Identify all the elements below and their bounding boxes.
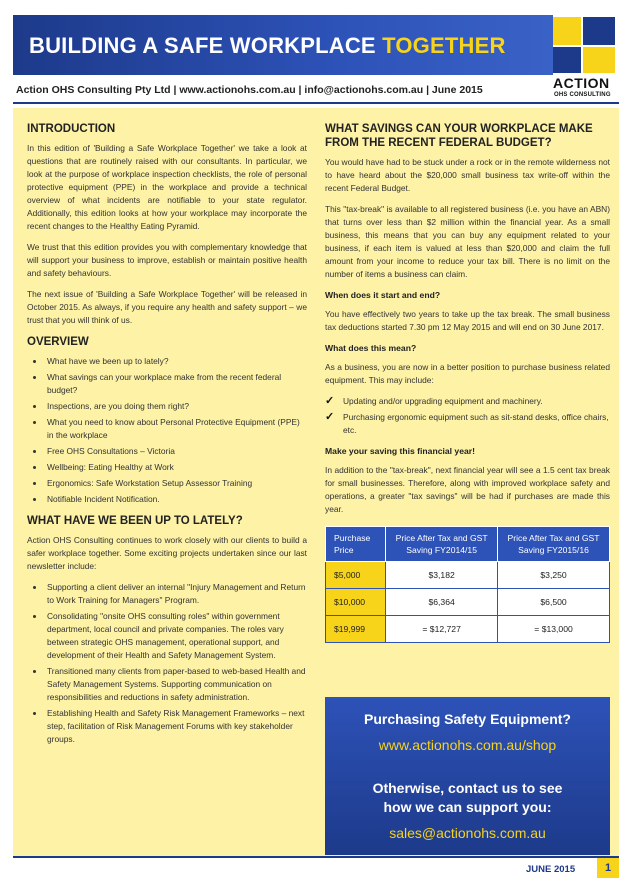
- column-header: Purchase Price: [326, 527, 386, 562]
- introduction-heading: INTRODUCTION: [27, 123, 116, 135]
- cta-heading: Purchasing Safety Equipment?: [364, 711, 571, 727]
- table-cell: $10,000: [326, 589, 386, 616]
- overview-section: [27, 335, 307, 506]
- check-item-text: Purchasing ergonomic equipment such as sit-stand desks, office chairs, etc.: [343, 412, 609, 435]
- cta-contact-text: [325, 779, 610, 817]
- action-ohs-logo: [553, 11, 619, 99]
- title-accent: TOGETHER: [382, 33, 506, 58]
- intro-paragraph-3: The next issue of 'Building a Safe Workplace Together' will be released in October 2015. As always, if you require any health and safety support – we trust that you will think of us.: [27, 289, 307, 325]
- list-item: • What have we been up to lately?: [45, 355, 307, 368]
- table-cell: = $13,000: [498, 616, 610, 643]
- savings-paragraph-4: As a business, you are now in a better position to purchase business related equipment. This may include:: [325, 362, 610, 385]
- list-item: • Establishing Health and Safety Risk Management Frameworks – next step, facilitation of Risk Management Forums with key stakeholder groups.: [45, 707, 307, 746]
- overview-list: [27, 355, 307, 506]
- price-table: [325, 526, 610, 643]
- lately-section: [27, 514, 307, 746]
- table-cell: $3,250: [498, 562, 610, 589]
- page-header: [0, 0, 630, 118]
- table-cell: $3,182: [386, 562, 498, 589]
- table-cell: $6,500: [498, 589, 610, 616]
- list-item: • Consolidating "onsite OHS consulting roles" within government department, local council and private companies. The roles vary between strategic OHS management, operational support, and development of their Health and Safety Management System.: [45, 610, 307, 662]
- logo-square-blue: [583, 17, 615, 45]
- check-item: [325, 411, 610, 437]
- contact-line: Action OHS Consulting Pty Ltd | www.actionohs.com.au | info@actionohs.com.au | June 2015: [16, 84, 483, 96]
- subheading-meaning: What does this mean?: [325, 343, 417, 353]
- lately-heading: WHAT HAVE WE BEEN UP TO LATELY?: [27, 515, 243, 527]
- savings-paragraph-3: You have effectively two years to take up the tax break. The small business tax deductions started 7.30 pm 12 May 2015 and will end on 30 June 2017.: [325, 309, 610, 332]
- sales-email-link[interactable]: sales@actionohs.com.au: [389, 825, 546, 841]
- table-cell: = $12,727: [386, 616, 498, 643]
- overview-heading: OVERVIEW: [27, 336, 89, 348]
- table-cell: $5,000: [326, 562, 386, 589]
- header-divider: [13, 102, 619, 104]
- check-list: [325, 395, 610, 437]
- call-to-action-box: [325, 697, 610, 855]
- check-item: [325, 395, 610, 408]
- savings-paragraph-2: This "tax-break" is available to all registered business (i.e. you have an ABN) that turns over less than $2 million within the financial year. As a small business, this means that you can buy any equipment related to your business, if each item is valued at less than $20,000 and claim the full amount from your income to reduce your tax bill. There is no limit on the number of items a business can claim.: [325, 204, 610, 279]
- column-header: Price After Tax and GST Saving FY2015/16: [498, 527, 610, 562]
- check-icon: ✓: [325, 411, 335, 423]
- table-header-row: [326, 527, 610, 562]
- check-item-text: Updating and/or upgrading equipment and machinery.: [343, 396, 543, 406]
- list-item: • Inspections, are you doing them right?: [45, 400, 307, 413]
- list-item: • What you need to know about Personal Protective Equipment (PPE) in the workplace: [45, 416, 307, 442]
- table-row: [326, 562, 610, 589]
- logo-word: ACTION: [553, 75, 610, 91]
- savings-paragraph-1: You would have had to be stuck under a rock or in the remote wilderness not to have heard about the $20,000 small business tax write-off within the recent Federal Budget.: [325, 157, 610, 193]
- list-item: • Notifiable Incident Notification.: [45, 493, 307, 506]
- column-header: Price After Tax and GST Saving FY2014/15: [386, 527, 498, 562]
- list-item: • What savings can your workplace make from the recent federal budget?: [45, 371, 307, 397]
- newsletter-title: [29, 33, 506, 59]
- list-item: • Supporting a client deliver an internal "Injury Management and Return to Work Training for Managers" Program.: [45, 581, 307, 607]
- logo-square-blue-lower: [553, 47, 581, 73]
- intro-paragraph-1: In this edition of 'Building a Safe Workplace Together' we take a look at questions that are routinely raised with our consultants. In particular, we look at the purpose of workplace inspection checklists, the role of personal protective equipment (PPE) in the workplace and provide a technical overview of what incidents are notifiable to your state regulator. Additionally, this edition looks at how your workplace may incorporate the recent changes to the Healthy Eating Pyramid.: [27, 143, 307, 231]
- table-cell: $6,364: [386, 589, 498, 616]
- subheading-make-saving: Make your saving this financial year!: [325, 446, 475, 456]
- table-row: [326, 589, 610, 616]
- cta-contact-line-1: Otherwise, contact us to see: [372, 780, 563, 796]
- shop-link[interactable]: www.actionohs.com.au/shop: [378, 737, 557, 753]
- list-item: • Transitioned many clients from paper-based to web-based Health and Safety Management Systems. Supporting communication on responsibilities and reductions in safety administration.: [45, 665, 307, 704]
- lately-intro: Action OHS Consulting continues to work closely with our clients to build a safer workplace together. Some exciting projects undertaken since our last newsletter include:: [27, 535, 307, 571]
- logo-square-yellow-lower: [583, 47, 615, 73]
- table-cell: $19,999: [326, 616, 386, 643]
- lately-list: [27, 581, 307, 746]
- footer-date: JUNE 2015: [526, 864, 576, 875]
- introduction-section: [27, 122, 307, 327]
- footer-divider: [13, 856, 619, 858]
- subheading-start-end: When does it start and end?: [325, 290, 441, 300]
- savings-heading: WHAT SAVINGS CAN YOUR WORKPLACE MAKE FROM THE RECENT FEDERAL BUDGET?: [325, 123, 593, 149]
- list-item: • Wellbeing: Eating Healthy at Work: [45, 461, 307, 474]
- right-column: [325, 122, 610, 643]
- check-icon: ✓: [325, 395, 335, 407]
- table-row: [326, 616, 610, 643]
- left-column: [27, 122, 307, 754]
- list-item: • Free OHS Consultations – Victoria: [45, 445, 307, 458]
- page-number: 1: [597, 858, 619, 878]
- title-main: BUILDING A SAFE WORKPLACE: [29, 33, 383, 58]
- list-item: • Ergonomics: Safe Workstation Setup Assessor Training: [45, 477, 307, 490]
- logo-square-yellow: [553, 17, 581, 45]
- savings-paragraph-5: In addition to the "tax-break", next financial year will see a 1.5 cent tax break for small businesses. Therefore, along with improved workplace safety and operations, a greater "tax savings" will be had if purchases are made this year.: [325, 465, 610, 514]
- cta-contact-line-2: how we can support you:: [383, 799, 552, 815]
- title-banner: [13, 15, 553, 75]
- intro-paragraph-2: We trust that this edition provides you with complementary knowledge that will support your business to improve, establish or maintain positive health and safety behaviours.: [27, 242, 307, 278]
- logo-subtext: OHS CONSULTING: [554, 92, 611, 98]
